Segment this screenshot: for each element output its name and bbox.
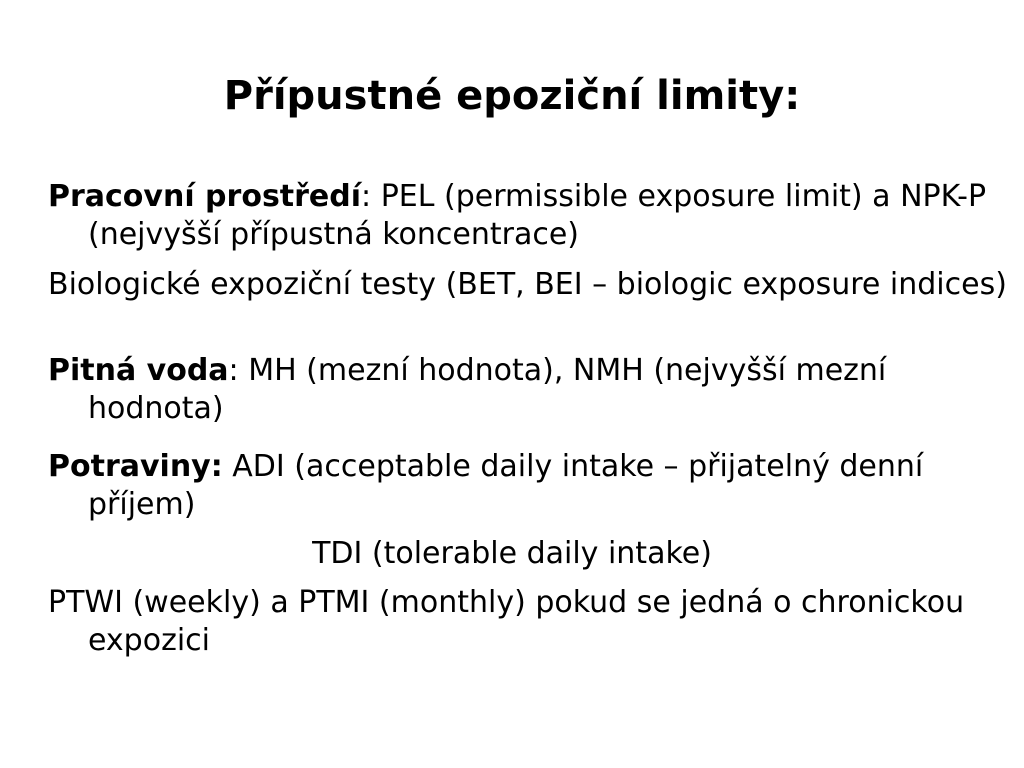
paragraph-text: PEL (permissible exposure limit) a NPK-P (nejvyšší přípustná koncentrace) (88, 179, 987, 252)
paragraph-separator: : (228, 353, 249, 388)
paragraph-label: Pitná voda (48, 353, 229, 388)
paragraph-separator: : (361, 179, 381, 214)
paragraph-workplace (48, 178, 1024, 254)
paragraph-text: Biologické expoziční testy (BET, BEI – biologic exposure indices) (48, 267, 1007, 302)
slide-title: Přípustné epoziční limity: (223, 73, 801, 119)
paragraph-label: Pracovní prostředí (48, 179, 362, 214)
paragraph-text: ADI (acceptable daily intake – přijatelný denní příjem) (88, 449, 924, 522)
paragraph-food (48, 448, 1024, 524)
paragraph-separator (223, 449, 233, 484)
paragraph-drinking-water (48, 352, 1024, 428)
paragraph-text: PTWI (weekly) a PTMI (monthly) pokud se jedná o chronickou expozici (48, 585, 965, 658)
paragraph-text: MH (mezní hodnota), NMH (nejvyšší mezní hodnota) (88, 353, 887, 426)
paragraph-label: Potraviny: (48, 449, 223, 484)
paragraph-chronic (48, 584, 1024, 660)
paragraph-text: TDI (tolerable daily intake) (312, 536, 712, 571)
paragraph-biological-tests (48, 266, 1024, 304)
paragraph-tdi (0, 535, 1024, 573)
